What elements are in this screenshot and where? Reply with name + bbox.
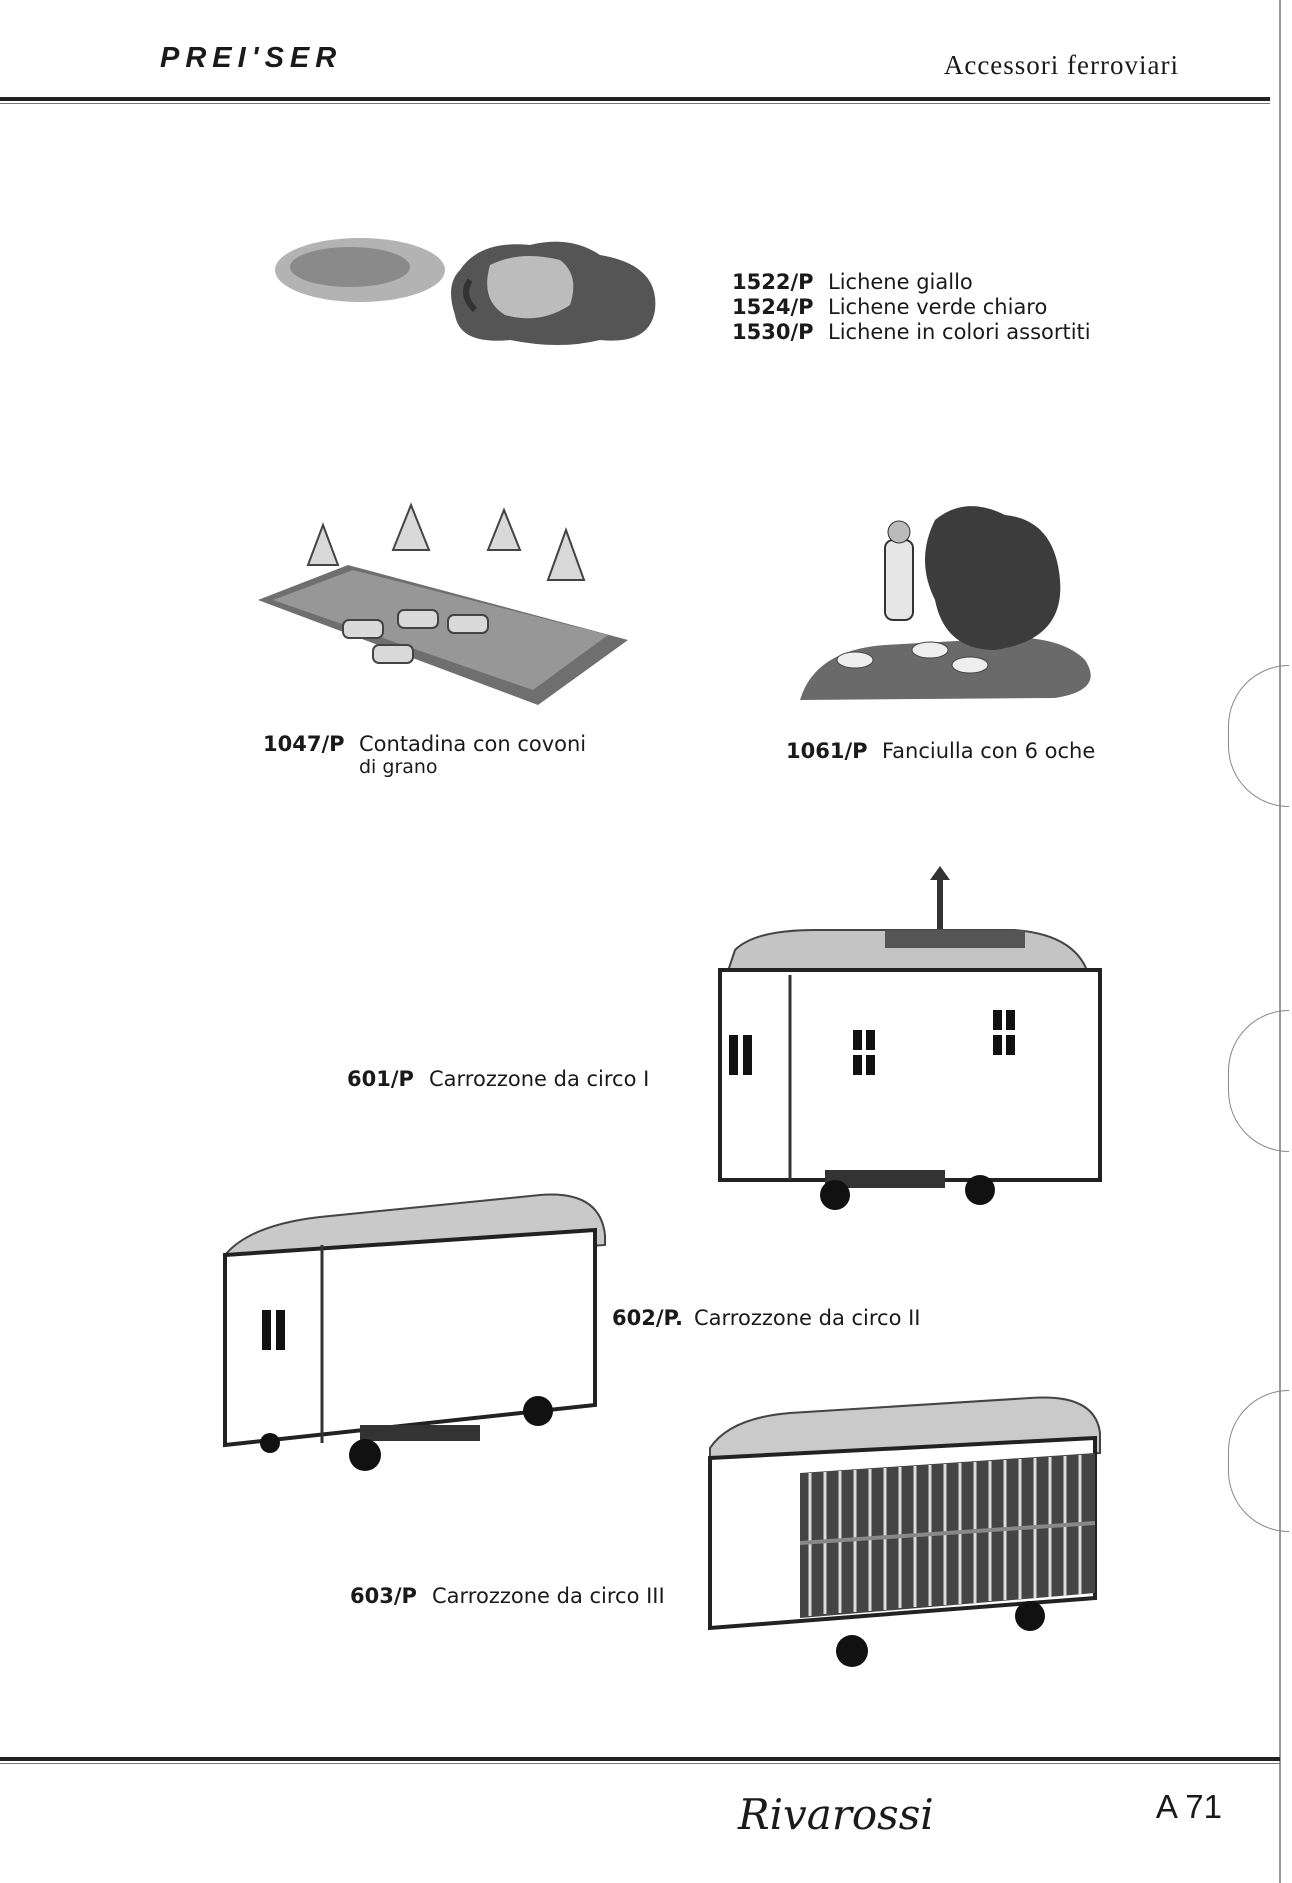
circus-wagon-1-photo: [685, 860, 1105, 1210]
farmer-sheaves-photo: [248, 505, 638, 705]
list-item: [732, 295, 1091, 320]
list-item: [732, 320, 1091, 345]
item-name: Contadina con covoni: [359, 732, 587, 756]
rivarossi-logo: Rivarossi: [738, 1790, 934, 1839]
girl-geese-photo: [795, 500, 1105, 710]
item-name-continued: di grano: [359, 756, 438, 778]
index-tab: [1228, 665, 1289, 807]
item-name: Lichene in colori assortiti: [828, 320, 1091, 344]
caption-603: [350, 1584, 665, 1609]
header-rule: [0, 97, 1270, 101]
item-name: Carrozzone da circo III: [432, 1584, 665, 1608]
index-tab: [1228, 1010, 1289, 1152]
caption-1047: [263, 732, 586, 777]
section-title: Accessori ferroviari: [943, 50, 1179, 80]
item-code: 601/P: [347, 1067, 414, 1091]
page-number: A 71: [1155, 1788, 1222, 1825]
caption-602: [612, 1306, 921, 1331]
footer-rule-thin: [0, 1763, 1280, 1764]
item-name: Lichene verde chiaro: [828, 295, 1048, 319]
page-edge-line: [1279, 0, 1281, 1883]
item-name: Carrozzone da circo I: [429, 1067, 650, 1091]
footer-rule: [0, 1757, 1280, 1761]
item-code: 603/P: [350, 1584, 417, 1608]
caption-601: [347, 1067, 649, 1092]
header-rule-thin: [0, 103, 1270, 104]
item-name: Carrozzone da circo II: [694, 1306, 921, 1330]
item-code: 1522/P: [732, 270, 814, 294]
item-code: 1524/P: [732, 295, 814, 319]
circus-wagon-2-photo: [210, 1185, 610, 1485]
caption-1061: [786, 739, 1095, 764]
index-tab: [1228, 1390, 1289, 1532]
circus-wagon-3-photo: [700, 1378, 1120, 1678]
lichen-list: [732, 270, 1091, 345]
item-code: 1047/P: [263, 732, 345, 756]
brand-name: PREI'SER: [160, 42, 343, 74]
item-name: Lichene giallo: [828, 270, 973, 294]
list-item: [732, 270, 1091, 295]
item-name: Fanciulla con 6 oche: [882, 739, 1096, 763]
item-code: 602/P.: [612, 1306, 684, 1330]
item-code: 1061/P: [786, 739, 868, 763]
item-code: 1530/P: [732, 320, 814, 344]
lichen-photo: [270, 225, 670, 375]
